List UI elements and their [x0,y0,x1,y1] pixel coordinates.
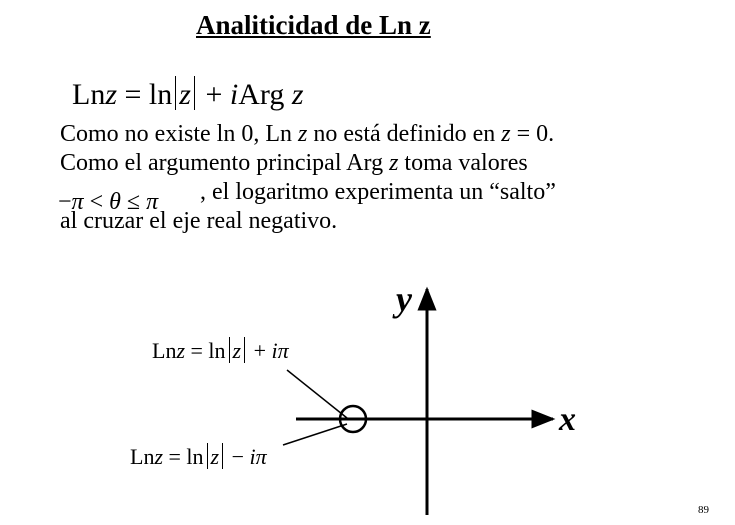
slide-title: Analiticidad de Ln z [196,10,431,40]
line-1-part-c: = 0. [510,121,555,147]
formula-minus-ipi: iπ [249,444,267,469]
theta-range-le: ≤ [120,189,147,215]
formula-minus-lhs: Ln [130,444,155,469]
formula-below-cut [130,443,267,469]
formula-plus-var-z: z [176,338,186,363]
formula-above-cut [152,337,289,363]
formula-plus-op: + [248,338,272,363]
formula-main-abs-z: z [179,78,191,111]
theta-range-pi-1: π [71,189,84,215]
y-axis-label: y [396,279,412,319]
formula-main-arg: Arg [238,78,292,111]
line-2-part-a: Como el argumento principal Arg [60,150,390,176]
formula-plus-lhs: Ln [152,338,177,363]
formula-minus-abs-z: z [210,444,220,469]
formula-minus-eq: = ln [163,444,204,469]
theta-range-pi-2: π [146,189,159,215]
line-1-part-b: no está definido en [307,121,502,147]
theta-range-minus: − [58,189,72,215]
x-axis-label: x [559,401,576,438]
formula-main-arg-z: z [291,78,304,111]
page-number: 89 [698,504,709,516]
abs-bar-right [244,337,245,363]
line-2-part-b: toma valores [398,150,528,176]
theta-range-theta: θ [109,189,121,215]
pointer-line-plus [287,370,347,418]
formula-main-eq: = ln [117,78,173,111]
formula-minus-op: − [226,444,250,469]
theta-range-lt: < [83,189,110,215]
line-3-text: , el logaritmo experimenta un “salto” [200,179,556,205]
line-1-part-a: Como no existe ln 0, Ln [60,121,298,147]
formula-main-var-z: z [105,78,118,111]
abs-bar-left [207,443,208,469]
formula-main-i: i [229,78,239,111]
line-1-var-z: z [297,121,308,147]
line-1-var-z2: z [501,121,511,147]
abs-bar-left [229,337,230,363]
formula-main-lhs: Ln [72,78,106,111]
formula-plus-ipi: iπ [271,338,289,363]
formula-plus-abs-z: z [232,338,242,363]
formula-main-plus: + [197,78,230,111]
pointer-line-minus [283,424,347,445]
formula-minus-var-z: z [154,444,164,469]
line-4-text: al cruzar el eje real negativo. [60,208,338,234]
formula-plus-eq: = ln [185,338,226,363]
abs-bar-right [222,443,223,469]
line-2-var-z: z [389,150,399,176]
